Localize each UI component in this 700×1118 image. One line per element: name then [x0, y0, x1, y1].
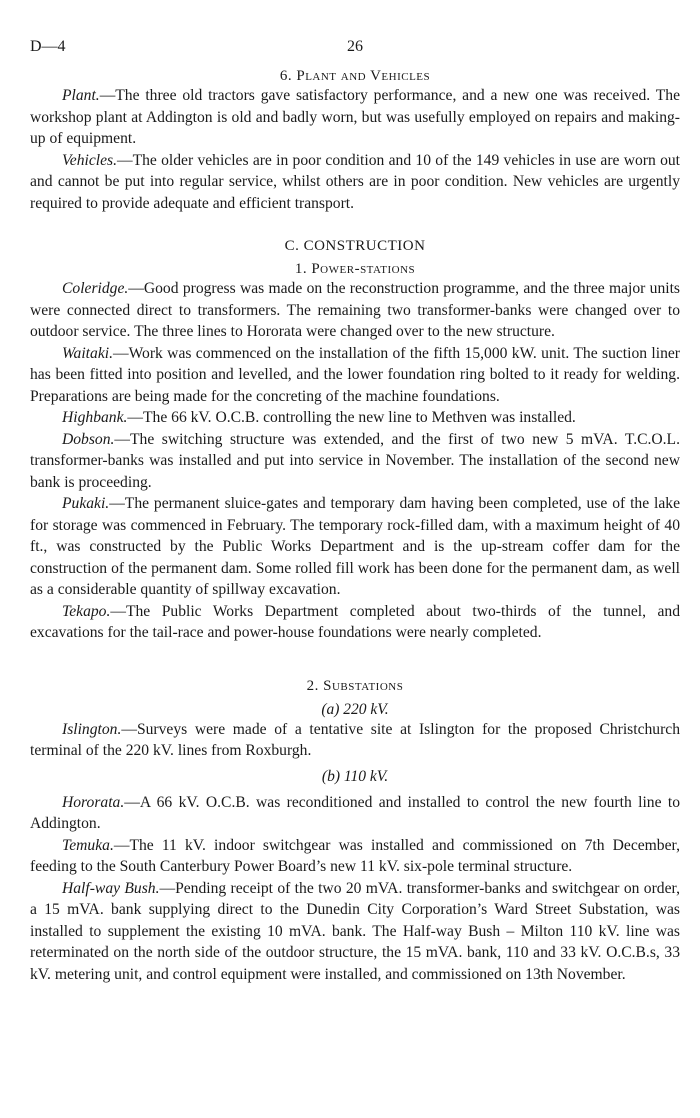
lead-highbank: Highbank.	[62, 409, 128, 426]
subheading-110kv: (b) 110 kV.	[321, 767, 389, 785]
subheading-220kv: (a) 220 kV.	[321, 700, 389, 718]
paragraph-coleridge	[30, 278, 680, 343]
paragraph-highbank	[30, 407, 680, 429]
paragraph-hororata	[30, 792, 680, 835]
text-hororata: —A 66 kV. O.C.B. was reconditioned and installed to control the new fourth line to Addington.	[30, 793, 680, 832]
lead-temuka: Temuka.	[62, 836, 114, 854]
lead-dobson: Dobson.	[62, 430, 115, 448]
text-pukaki: —The permanent sluice-gates and temporary dam having been completed, use of the lake for storage was commenced in February. The temporary rock-filled dam, with a maximum height of 40 ft., was constructed by the Public Works Department and is the up-stream coffer dam for the construction of the permanent dam. Some rolled fill work has been done for the permanent dam, as well as a considerable quantity of spillway excavation.	[30, 495, 680, 598]
paragraph-tekapo	[30, 601, 680, 644]
paragraph-plant	[30, 85, 680, 150]
text-tekapo: —The Public Works Department completed about two-thirds of the tunnel, and excavations for the tail-race and power-house foundations were nearly completed.	[30, 602, 680, 641]
lead-tekapo: Tekapo.	[62, 602, 111, 620]
document-page	[30, 38, 680, 985]
lead-hororata: Hororata.	[62, 793, 125, 811]
section-heading-plant-vehicles: 6. Plant and Vehicles	[279, 68, 431, 84]
section-heading-construction: C. CONSTRUCTION	[284, 238, 426, 254]
paragraph-vehicles	[30, 150, 680, 215]
document-reference: D—4	[30, 38, 66, 55]
lead-waitaki: Waitaki.	[62, 344, 113, 362]
paragraph-waitaki	[30, 343, 680, 408]
text-vehicles: —The older vehicles are in poor condition and 10 of the 149 vehicles in use are worn out and cannot be put into regular service, whilst others are in poor condition. New vehicles are urgently required to provide adequate and efficient transport.	[30, 151, 680, 212]
paragraph-dobson	[30, 429, 680, 494]
paragraph-islington	[30, 719, 680, 762]
paragraph-pukaki	[30, 493, 680, 601]
lead-pukaki: Pukaki.	[62, 495, 110, 512]
text-islington: —Surveys were made of a tentative site at Islington for the proposed Christchurch terminal of the 220 kV. lines from Roxburgh.	[30, 720, 680, 759]
page-header	[30, 38, 680, 62]
paragraph-halfway-bush	[30, 878, 680, 986]
page-number: 26	[347, 38, 363, 55]
text-halfway-bush: —Pending receipt of the two 20 mVA. transformer-banks and switchgear on order, a 15 mVA. bank supplying direct to the Dunedin City Corporation’s Ward Street Substation, was installed to supplement the existing 10 mVA. bank. The Half-way Bush – Milton 110 kV. line was reterminated on the north side of the outdoor structure, the 15 mVA. bank, 110 and 33 kV. O.C.B.s, 33 kV. metering unit, and control equipment were installed, and commissioned on 13th November.	[30, 879, 680, 983]
text-plant: —The three old tractors gave satisfactory performance, and a new one was received. The workshop plant at Addington is old and badly worn, but was usefully employed on repairs and making-up of equipment.	[30, 87, 680, 147]
lead-coleridge: Coleridge.	[62, 280, 129, 297]
text-coleridge: —Good progress was made on the reconstruction programme, and the three major units were connected direct to transformers. The remaining two transformer-banks were changed over to outdoor service. The three lines to Hororata were changed over to the new structure.	[30, 280, 680, 340]
lead-islington: Islington.	[62, 720, 122, 738]
lead-vehicles: Vehicles.	[62, 151, 117, 169]
lead-halfway-bush: Half-way Bush.	[62, 879, 160, 897]
text-highbank: —The 66 kV. O.C.B. controlling the new line to Methven was installed.	[127, 409, 576, 426]
lead-plant: Plant.	[62, 87, 100, 104]
section-heading-power-stations: 1. Power-stations	[294, 261, 416, 277]
paragraph-temuka	[30, 835, 680, 878]
text-temuka: —The 11 kV. indoor switchgear was installed and commissioned on 7th December, feeding to the South Canterbury Power Board’s new 11 kV. six-pole terminal structure.	[30, 836, 680, 875]
section-heading-substations: 2. Substations	[306, 677, 404, 694]
text-dobson: —The switching structure was extended, and the first of two new 5 mVA. T.C.O.L. transformer-banks was installed and put into service in November. The installation of the second new bank is proceeding.	[30, 430, 680, 491]
text-waitaki: —Work was commenced on the installation of the fifth 15,000 kW. unit. The suction liner has been fitted into position and levelled, and the lower foundation ring bolted to it ready for welding. Preparations are being made for the concreting of the machine foundations.	[30, 344, 680, 405]
